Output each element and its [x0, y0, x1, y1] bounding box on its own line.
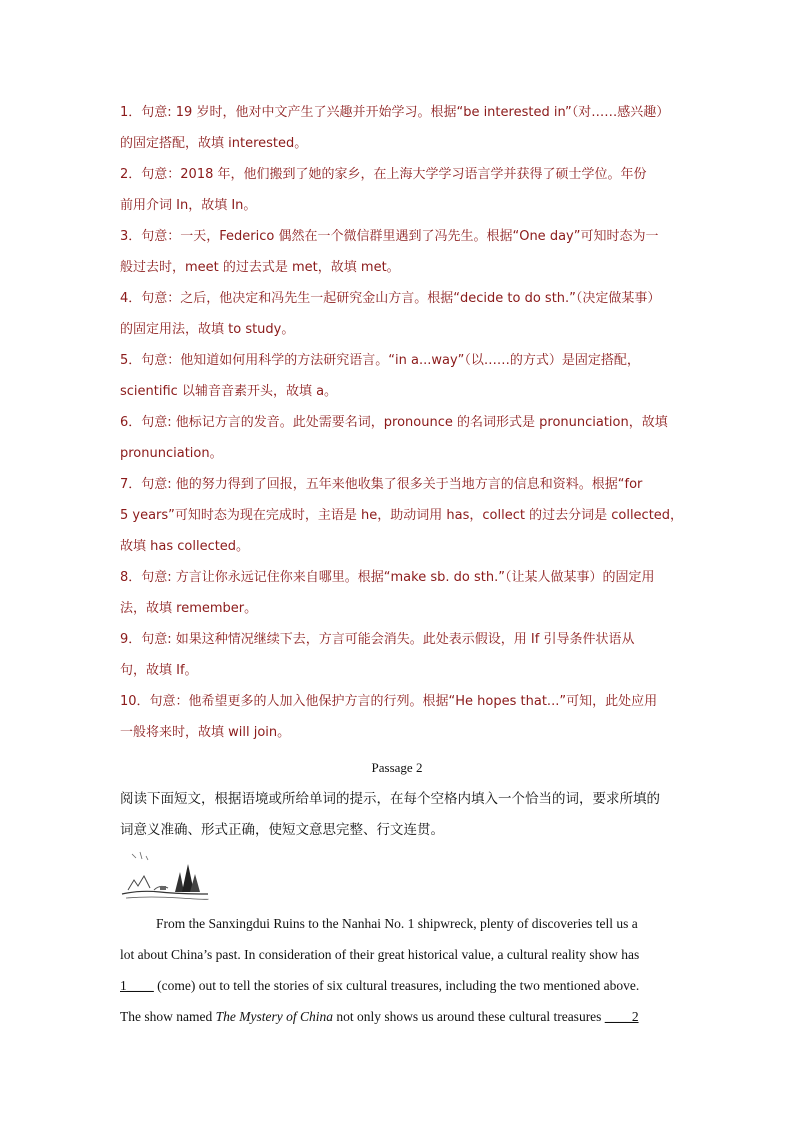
answer-6-line-1: 6．句意: 他标记方言的发音。此处需要名词，pronounce 的名词形式是 pronunciation，故填	[120, 415, 668, 430]
passage-line-3-text: (come) out to tell the stories of six cultural treasures, including the two mentioned above.	[153, 978, 640, 993]
passage-line-4	[120, 1001, 680, 1032]
answer-2-line-2: 前用介词 In，故填 In。	[120, 198, 257, 213]
answer-4-line-2: 的固定用法，故填 to study。	[120, 322, 295, 337]
answer-9-line-1: 9．句意: 如果这种情况继续下去，方言可能会消失。此处表示假设，用 If 引导条件状语从	[120, 632, 635, 647]
answer-5-line-1: 5．句意：他知道如何用科学的方法研究语言。“in a...way”（以……的方式）是固定搭配，	[120, 353, 640, 368]
answer-1-line-2: 的固定搭配，故填 interested。	[120, 136, 308, 151]
answer-explanations	[120, 97, 695, 748]
answer-9-line-2: 句，故填 If。	[120, 663, 198, 678]
passage-line-1: From the Sanxingdui Ruins to the Nanhai No. 1 shipwreck, plenty of discoveries tell us a	[156, 916, 638, 931]
show-name: The Mystery of China	[215, 1009, 333, 1024]
answer-7-line-3: 故填 has collected。	[120, 539, 250, 554]
passage-body	[120, 908, 680, 1032]
landscape-illustration	[120, 850, 210, 902]
answer-8-line-1: 8．句意: 方言让你永远记住你来自哪里。根据“make sb. do sth.”（让某人做某事）的固定用	[120, 570, 655, 585]
answer-10-line-1: 10．句意：他希望更多的人加入他保护方言的行列。根据“He hopes that...”可知，此处应用	[120, 694, 658, 709]
answer-5-line-2: scientific 以辅音音素开头，故填 a。	[120, 384, 338, 399]
answer-1-line-1: 1．句意: 19 岁时，他对中文产生了兴趣并开始学习。根据“be interested in”（对……感兴趣）	[120, 105, 670, 120]
answer-7-line-2: 5 years”可知时态为现在完成时，主语是 he，助动词用 has，collect 的过去分词是 collected，	[120, 508, 684, 523]
passage-title: Passage 2	[371, 760, 423, 775]
passage-line-2: lot about China’s past. In consideration of their great historical value, a cultural reality show has	[120, 947, 640, 962]
answer-3-line-2: 般过去时，meet 的过去式是 met，故填 met。	[120, 260, 400, 275]
answer-6-line-2: pronunciation。	[120, 446, 223, 461]
answer-7-line-1: 7．句意: 他的努力得到了回报，五年来他收集了很多关于当地方言的信息和资料。根据“for	[120, 477, 643, 492]
passage-line-4-end: not only shows us around these cultural treasures	[332, 1009, 605, 1024]
passage-line-3	[120, 970, 680, 1001]
blank-1[interactable]: 1____	[120, 978, 154, 993]
blank-2[interactable]: ____2	[604, 1009, 639, 1024]
instructions	[120, 784, 680, 846]
instruction-line-1: 阅读下面短文，根据语境或所给单词的提示，在每个空格内填入一个恰当的词，要求所填的	[120, 791, 660, 807]
answer-8-line-2: 法，故填 remember。	[120, 601, 258, 616]
passage-line-4-start: The show named	[120, 1009, 216, 1024]
answer-3-line-1: 3．句意：一天，Federico 偶然在一个微信群里遇到了冯先生。根据“One day”可知时态为一	[120, 229, 659, 244]
instruction-line-2: 词意义准确、形式正确，使短文意思完整、行文连贯。	[120, 822, 444, 838]
answer-2-line-1: 2．句意：2018 年，他们搬到了她的家乡，在上海大学学习语言学并获得了硕士学位。年份	[120, 167, 647, 182]
answer-4-line-1: 4．句意：之后，他决定和冯先生一起研究金山方言。根据“decide to do sth.”（决定做某事）	[120, 291, 661, 306]
answer-10-line-2: 一般将来时，故填 will join。	[120, 725, 291, 740]
